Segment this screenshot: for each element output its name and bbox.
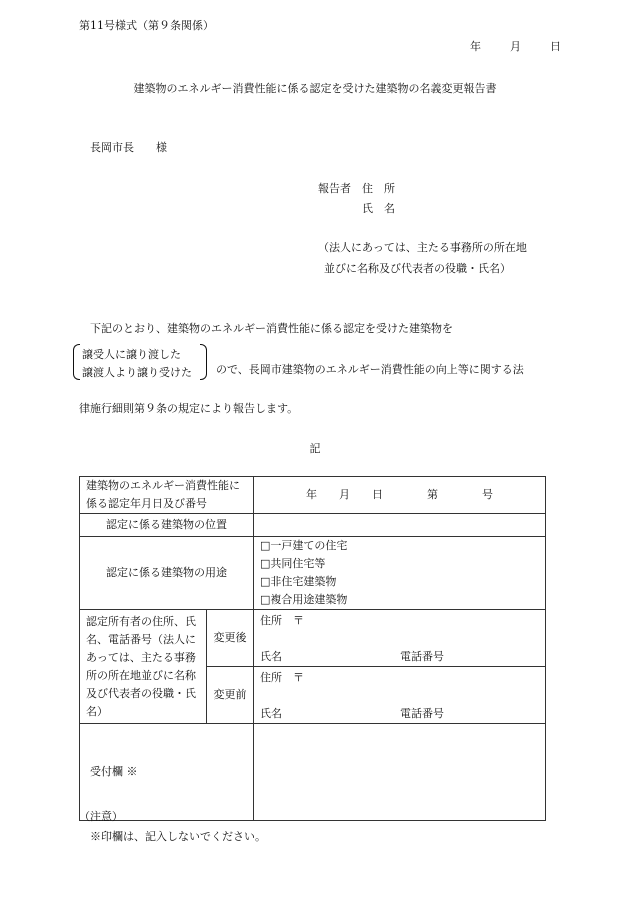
option-transferred-to: 譲受人に譲り渡した (82, 348, 181, 361)
after-phone-label[interactable]: 電話番号 (400, 650, 444, 663)
owner-after-row (80, 610, 546, 667)
reception-field (254, 724, 546, 821)
corporation-note-line1: （法人にあっては、主たる事務所の所在地 (318, 241, 527, 254)
notes-item: ※印欄は、記入しないでください。 (90, 830, 266, 843)
building-use-label: 認定に係る建築物の用途 (80, 537, 254, 610)
use-option-mixed-use[interactable]: □複合用途建築物 (260, 593, 348, 606)
date-month-label: 月 (510, 40, 521, 53)
right-bracket (200, 344, 207, 380)
use-option-non-residential[interactable]: □非住宅建築物 (260, 575, 337, 588)
body-line-1: 下記のとおり、建築物のエネルギー消費性能に係る認定を受けた建築物を (90, 322, 453, 335)
reception-row (80, 724, 546, 821)
report-date (470, 38, 561, 54)
owner-label: 認定所有者の住所、氏名、電話番号（法人にあっては、主たる事務所の所在地並びに名称及び代表者の役職・氏名） (80, 610, 207, 724)
building-location-value[interactable] (254, 514, 546, 537)
certification-date-value[interactable]: 年 月 日 第 号 (254, 477, 546, 514)
before-address-label[interactable]: 住所 〒 (260, 671, 304, 684)
after-address-label[interactable]: 住所 〒 (260, 614, 304, 627)
body-line-2: ので、長岡市建築物のエネルギー消費性能の向上等に関する法 (216, 363, 524, 376)
corporation-note (318, 237, 578, 279)
date-year-label: 年 (470, 40, 481, 53)
reporter-name-label: 氏 名 (362, 202, 395, 215)
after-name-label[interactable]: 氏名 (260, 650, 282, 663)
before-change-fields (254, 667, 546, 724)
building-use-options (254, 537, 546, 610)
use-option-apartment[interactable]: □共同住宅等 (260, 557, 326, 570)
certification-date-row (80, 477, 546, 514)
addressee: 長岡市長 様 (90, 141, 167, 154)
transfer-options-brace (73, 344, 207, 380)
after-change-fields (254, 610, 546, 667)
building-location-label: 認定に係る建築物の位置 (80, 514, 254, 537)
before-phone-label[interactable]: 電話番号 (400, 707, 444, 720)
date-day-label: 日 (550, 40, 561, 53)
before-change-label: 変更前 (207, 667, 254, 724)
report-table (79, 476, 546, 821)
use-option-detached-house[interactable]: □一戸建ての住宅 (260, 539, 348, 552)
body-line-3: 律施行細則第９条の規定により報告します。 (79, 402, 299, 415)
certification-date-label: 建築物のエネルギー消費性能に係る認定年月日及び番号 (80, 477, 254, 514)
ki-heading: 記 (309, 442, 321, 455)
building-use-row (80, 537, 546, 610)
left-bracket (73, 344, 80, 380)
option-received-from: 譲渡人より譲り受けた (82, 366, 192, 379)
reception-label: 受付欄 ※ (80, 724, 254, 821)
after-change-label: 変更後 (207, 610, 254, 667)
notes-heading: （注意） (79, 810, 123, 823)
before-name-label[interactable]: 氏名 (260, 707, 282, 720)
reporter-address-label: 報告者 住 所 (318, 182, 395, 195)
building-location-row (80, 514, 546, 537)
document-title: 建築物のエネルギー消費性能に係る認定を受けた建築物の名義変更報告書 (133, 82, 497, 95)
corporation-note-line2: 並びに名称及び代表者の役職・氏名） (324, 262, 511, 275)
form-number: 第11号様式（第９条関係） (79, 19, 214, 32)
